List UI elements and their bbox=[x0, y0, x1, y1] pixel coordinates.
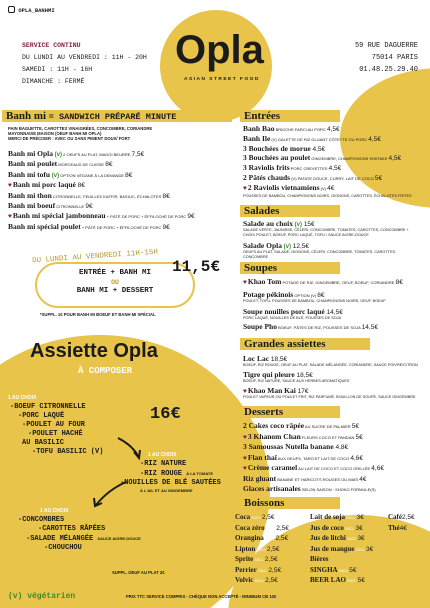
menu-item bbox=[243, 163, 341, 173]
drink-item bbox=[235, 524, 289, 533]
drink-name: Jus de mangue bbox=[310, 544, 355, 553]
drink-price: 3€ bbox=[365, 545, 374, 553]
item-desc: AU LAIT DE COCO ET COCO GRILLÉE bbox=[297, 466, 372, 471]
menu-item bbox=[243, 277, 403, 287]
logo-text: Opla bbox=[175, 28, 264, 72]
item-note: BOEUF, RIZ ROUGE, OEUF AU PLAT, SALADE MÉLANGÉE, CORIANDRE, SAUCE POIVRE/CITRON bbox=[243, 362, 418, 367]
drink-price: 2,5€ bbox=[402, 514, 415, 521]
item-price: 14,5€ bbox=[361, 324, 378, 331]
item-note: POULET, TOFU, POUSSES DE BAMBOU, CHAMPIGNONS NOIRS, OEUF, BOEUF bbox=[243, 298, 386, 303]
item-name: 2 Pâtés chauds bbox=[243, 173, 291, 182]
logo-subtitle: ASIAN STREET FOOD bbox=[184, 77, 260, 82]
drink-name: Thé bbox=[388, 523, 400, 532]
item-price: 8€ bbox=[75, 182, 85, 190]
item-name: Khao Tom bbox=[247, 277, 282, 286]
item-name: Banh mi poulet bbox=[8, 159, 58, 169]
drink-name: SINGHA bbox=[310, 565, 338, 574]
item-desc: PORC CREVETTES bbox=[289, 166, 329, 172]
item-desc: CITRONNELLE, FEUILLES KAFFIR, BASILIC, ÉCHALOTES bbox=[51, 193, 163, 199]
item-price: 5€ bbox=[355, 433, 363, 441]
boissons-section-title: Boissons bbox=[240, 497, 340, 509]
assiette-suppl: SUPPL. OEUF AU PLAT 2€ bbox=[112, 570, 165, 575]
drink-price: 3€ bbox=[355, 524, 363, 532]
item-desc: BANANE ET HARICOTS ROUGES OU MAÏS bbox=[276, 476, 360, 482]
item-name: Banh mi boeuf bbox=[8, 201, 56, 210]
drink-price: 3€ bbox=[357, 535, 365, 542]
drink-volume: 33CL bbox=[263, 536, 276, 541]
heart-icon: ♥ bbox=[243, 465, 247, 472]
drink-price: 2,5€ bbox=[268, 566, 282, 574]
item-desc: BRIOCHE FARCI AU PORC bbox=[274, 127, 327, 132]
item-price: 4,5€ bbox=[328, 165, 342, 173]
assiette-title: Assiette Opla bbox=[30, 340, 158, 362]
item-name: Banh mi porc laqué bbox=[12, 180, 76, 190]
menu-item bbox=[243, 124, 340, 134]
menu-item bbox=[8, 222, 170, 232]
drink-volume: 25CL bbox=[345, 515, 357, 520]
drink-name: Lait de soja bbox=[310, 513, 345, 521]
item-note: BOEUF, RIZ NATURE, SAUCE AUX HERBES AROMATIQUES bbox=[243, 378, 350, 383]
drink-item bbox=[235, 513, 274, 522]
veg-tag: (v) bbox=[53, 152, 63, 158]
drink-volume: 33CL bbox=[354, 546, 366, 552]
item-price: 4,5€ bbox=[326, 126, 340, 133]
item-note: PORC LAQUÉ, NOUILLES DE BLÉ, POUSSES DE SOJA bbox=[243, 315, 342, 320]
item-desc: FLEURS COCO ET PANDAN bbox=[300, 434, 356, 440]
drink-item bbox=[310, 555, 329, 564]
drink-item bbox=[388, 524, 407, 533]
menu-item bbox=[8, 180, 85, 190]
drink-volume: 33CL bbox=[337, 567, 350, 573]
menu-item bbox=[243, 474, 366, 484]
hours-line: DU LUNDI AU VENDREDI : 11H - 20H bbox=[22, 54, 147, 61]
item-price: 8€ bbox=[105, 161, 113, 169]
item-price: 9€ bbox=[85, 203, 93, 210]
drink-price: 5€ bbox=[349, 566, 357, 574]
drink-item bbox=[310, 524, 363, 533]
item-note: SALADE VERTE, JAUNISSE, CÉLERI, CONCOMBRE, TOMATES, CAROTTES, CONCOMBRE + CHOIX POULET, BOEUF, PORC LAQUÉ, TOFU / SAUCE AIGRE-DOUCE bbox=[243, 228, 409, 237]
formule-note: *SUPPL. 1€ POUR BANH MI BOEUF ET BANH MI SPÉCIAL bbox=[40, 312, 156, 317]
item-name: Potage pékinois bbox=[243, 290, 294, 299]
hours-line: DIMANCHE : FERMÉ bbox=[22, 78, 85, 85]
item-price: 12,5€ bbox=[290, 243, 310, 250]
item-name: Soupe nouilles porc laqué bbox=[243, 307, 325, 316]
address bbox=[340, 40, 418, 76]
drink-price: 4€ bbox=[399, 524, 407, 532]
drink-item bbox=[235, 576, 278, 585]
item-desc: AUX OEUFS, TARO ET LAIT DE COCO bbox=[276, 455, 351, 461]
instagram-icon bbox=[8, 6, 15, 13]
choice2-list: -RIZ NATURE -RIZ ROUGE À LA TOMATE -NOUILLES DE BLÉ SAUTÉES À L'AIL ET AU GINGEMBRE bbox=[120, 460, 221, 493]
menu-item bbox=[8, 201, 93, 211]
menu-item bbox=[8, 149, 144, 160]
drink-item bbox=[235, 555, 278, 564]
item-price: 4€ bbox=[327, 184, 335, 192]
drink-volume: 33CL bbox=[255, 546, 267, 552]
drink-price: 5€ bbox=[357, 577, 365, 584]
item-price: 4,8€ bbox=[333, 444, 349, 451]
heart-icon: ♥ bbox=[8, 182, 12, 190]
drink-name: Volvic bbox=[235, 576, 254, 584]
choice3-list: -CONCOMBRES -CAROTTES RÂPÉES -SALADE MÉLANGÉE SAUCE AIGRE-DOUCE -CHOUCHOU bbox=[18, 516, 141, 552]
banhmi-description: PAIN BAGUETTE, CAROTTES VINAIGRÉES, CONCOMBRE, CORIANDRE MAYONNAISE MAISON (OEUF BANH MI OPLA) MERCI DE PRÉCISER : AVEC OU SANS PIMENT DOUX/ FORT bbox=[8, 126, 153, 141]
item-price: 5€ bbox=[374, 175, 383, 182]
veg-tag: (v) bbox=[293, 222, 303, 228]
drink-name: Lipton bbox=[235, 544, 256, 553]
item-desc: 2 OEUFS AU PLAT, MAGGI BEURRE bbox=[62, 152, 132, 157]
item-name: 2 Raviolis vietnamiens bbox=[247, 182, 320, 192]
assiette-circle bbox=[0, 335, 270, 608]
menu-item bbox=[243, 442, 348, 452]
menu-item bbox=[8, 159, 112, 169]
item-name: Loc Lac bbox=[243, 354, 270, 363]
service-hours bbox=[22, 40, 147, 88]
menu-item bbox=[8, 211, 195, 221]
drink-item bbox=[235, 545, 280, 554]
drink-volume: 33CL bbox=[264, 525, 277, 531]
heart-icon: ♥ bbox=[243, 433, 247, 441]
item-desc: (V) bbox=[319, 185, 328, 191]
item-desc: AU SUCRE DE PALMIER bbox=[304, 424, 352, 429]
assiette-subtitle: À COMPOSER bbox=[78, 366, 133, 376]
item-name: Riz gluant bbox=[243, 473, 277, 483]
drink-item bbox=[310, 545, 373, 554]
item-price: 4€ bbox=[359, 475, 367, 483]
item-name: Banh Ile bbox=[243, 133, 271, 143]
item-name: Banh mi Opla bbox=[8, 149, 54, 158]
item-price: 8€ bbox=[317, 292, 325, 299]
formule-price: 11,5€ bbox=[172, 258, 221, 276]
heart-icon: ♥ bbox=[243, 388, 247, 395]
item-price: 9€ bbox=[162, 223, 170, 231]
soupes-section-title: Soupes bbox=[240, 262, 340, 274]
drink-price: 2,5€ bbox=[264, 556, 278, 563]
salades-section-title: Salades bbox=[240, 205, 340, 217]
menu-item bbox=[8, 170, 132, 181]
item-name: Banh mi spécial jambonneau bbox=[12, 211, 106, 221]
drink-volume: 33CL bbox=[256, 567, 269, 573]
item-desc: OPTION (V) bbox=[293, 293, 318, 298]
item-name: Banh mi thon bbox=[8, 190, 52, 200]
drink-name: BEER LAO bbox=[310, 576, 346, 584]
drink-name: Sprite bbox=[235, 555, 254, 563]
item-price: 18,5€ bbox=[269, 356, 288, 363]
item-price: 7,5€ bbox=[131, 151, 145, 158]
footer-note: PRIX TTC SERVICE COMPRIS - CHÈQUE NON ACCEPTÉ - MINIMUM CB 10€ bbox=[126, 594, 277, 599]
drink-name: Jus de litchi bbox=[310, 534, 346, 542]
drink-name: Coca bbox=[235, 513, 251, 521]
item-name: Crème caramel bbox=[247, 463, 298, 472]
drink-name: Bières bbox=[310, 555, 329, 563]
entrees-section-title: Entrées bbox=[240, 110, 340, 122]
service-title: SERVICE CONTINU bbox=[22, 42, 81, 49]
drink-volume: 50CL bbox=[253, 578, 266, 583]
menu-item bbox=[243, 153, 401, 163]
choice1-label: 1 AU CHOIX bbox=[8, 395, 37, 401]
drink-volume: 33CL bbox=[343, 525, 356, 531]
item-name: Tigre qui pleure bbox=[243, 370, 295, 379]
item-price: 4,6€ bbox=[350, 454, 363, 462]
drink-name: Café bbox=[388, 513, 402, 521]
item-price: 5€ bbox=[351, 423, 359, 430]
heart-icon: ♥ bbox=[243, 184, 247, 192]
drink-item bbox=[310, 534, 365, 543]
item-name: 3 Raviolis frits bbox=[243, 163, 290, 173]
heart-icon: ♥ bbox=[8, 213, 12, 221]
item-price: 4,6€ bbox=[371, 465, 384, 472]
menu-item bbox=[243, 183, 334, 193]
heart-icon: ♥ bbox=[243, 279, 247, 286]
item-name: Salade au choix bbox=[243, 219, 294, 228]
item-name: 3 Khanom Chan bbox=[247, 431, 301, 441]
item-desc: SELON SAISON · SHOKO FORMULE(S) bbox=[300, 487, 376, 492]
item-desc: + PÂTÉ DE PORC + ÉFFILOCHÉ DE PORC bbox=[80, 224, 163, 230]
veg-tag: (v) bbox=[281, 244, 291, 250]
formule-days: DU LUNDI AU VENDREDI 11H-15H bbox=[31, 248, 159, 266]
drink-item bbox=[310, 566, 357, 575]
choice3-label: 1 AU CHOIX bbox=[40, 508, 69, 514]
item-name: Khao Man Kai bbox=[247, 386, 296, 395]
item-name: Banh Bao bbox=[243, 124, 275, 133]
drink-item bbox=[235, 534, 288, 543]
formule-content: ENTRÉE + BANH MI OU BANH MI + DESSERT bbox=[76, 269, 154, 295]
drink-name: Coca zéro bbox=[235, 523, 265, 532]
menu-item bbox=[243, 173, 382, 183]
instagram-handle[interactable]: OPLA_BANHMI bbox=[8, 6, 55, 15]
desserts-section-title: Desserts bbox=[240, 406, 340, 418]
item-desc: POTAGE DE RIZ, GINGEMBRE, OEUF, BOEUF, CORIANDRE bbox=[281, 280, 396, 285]
drink-item bbox=[388, 513, 415, 522]
drink-price: 2,5€ bbox=[275, 535, 289, 542]
item-desc: + PÂTÉ DE PORC + ÉFFILOCHÉ DE PORC bbox=[105, 214, 188, 220]
item-price: 4,5€ bbox=[368, 135, 381, 143]
item-desc: BOEUF, PÂTES DE RIZ, POUSSES DE SOJA bbox=[276, 325, 362, 330]
item-name: 3 Bouchées au poulet bbox=[243, 153, 311, 163]
drink-name: Orangina bbox=[235, 534, 264, 542]
item-price: 14,5€ bbox=[324, 309, 343, 316]
item-name: Glaces artisanales bbox=[243, 484, 301, 493]
banhmi-section-title: Banh mi = SANDWICH PRÉPARÉ MINUTE bbox=[2, 110, 232, 122]
drink-price: 2,5€ bbox=[276, 524, 289, 532]
item-note: POULET VAPEUR OU POULET FRIT, RIZ PARFUMÉ, BOUILLON DE SOUPE, SAUCE GINGEMBRE bbox=[243, 394, 416, 399]
drink-volume: 33CL bbox=[345, 536, 358, 541]
drink-item bbox=[235, 566, 281, 575]
menu-item bbox=[243, 463, 384, 473]
item-price: 8€ bbox=[125, 171, 133, 179]
menu-item bbox=[243, 322, 378, 332]
menu-item bbox=[243, 134, 381, 144]
menu-item bbox=[243, 432, 363, 442]
item-desc: OPTION VÉGANE À LA DEMANDE bbox=[59, 172, 126, 178]
menu-item bbox=[8, 191, 170, 201]
address-line: 75014 PARIS bbox=[371, 54, 418, 62]
item-name: Banh mi tofu bbox=[8, 169, 51, 179]
menu-item bbox=[243, 453, 363, 463]
heart-icon: ♥ bbox=[243, 454, 247, 462]
item-name: Banh mi spécial poulet bbox=[8, 221, 81, 231]
drink-volume: 33CL bbox=[345, 578, 358, 583]
item-price: 18,5€ bbox=[294, 372, 313, 379]
item-price: 4,5€ bbox=[388, 155, 402, 163]
menu-item bbox=[243, 421, 359, 431]
entrees-note: POUSSES DE BAMBOU, CHAMPIGNONS NOIRS, OIGNONS, CAROTTES, ÉCHALOTES FRITES bbox=[243, 194, 412, 198]
item-name: 3 Samoussas Nutella banane bbox=[243, 442, 334, 451]
item-name: 2 Cakes coco râpée bbox=[243, 421, 305, 430]
drink-volume: 33CL bbox=[253, 557, 265, 562]
item-price: 8€ bbox=[162, 192, 170, 200]
drink-item bbox=[310, 513, 364, 522]
choice1-list: -BOEUF CITRONNELLE -PORC LAQUÉ -POULET AU FOUR -POULET HACHÉ AU BASILIC -TOFU BASILIC (V) bbox=[10, 403, 104, 456]
item-name: 3 Bouchées de morue bbox=[243, 143, 311, 153]
item-desc: GINGEMBRE, CHAMPIGNONS SHIITAKE bbox=[310, 156, 389, 162]
drink-name: Jus de coco bbox=[310, 523, 344, 532]
drink-name: Perrier bbox=[235, 565, 257, 574]
item-price: 9€ bbox=[187, 213, 195, 221]
address-line: 59 RUE DAGUERRE bbox=[354, 42, 418, 50]
phone[interactable]: 01.48.25.29.40 bbox=[359, 66, 418, 74]
choice2-label: 1 AU CHOIX bbox=[148, 452, 177, 458]
item-price: 8€ bbox=[395, 279, 403, 286]
drink-price: 2,5€ bbox=[261, 514, 275, 521]
grandes-section-title: Grandes assiettes bbox=[240, 338, 370, 350]
veg-legend: (v) végétarien bbox=[8, 592, 76, 601]
veg-tag: (v) bbox=[50, 172, 60, 179]
hours-line: SAMEDI : 11H - 16H bbox=[22, 66, 93, 73]
item-note: OEUFS AU PLAT, SALADE, OIGNONS, CÉLERI, CONCOMBRE, TOMATES, CAROTTES, CONCOMBRE bbox=[243, 250, 397, 259]
menu-item bbox=[243, 484, 376, 494]
item-desc: (V) PATATE DOUCE, CURRY, LAIT DE COCO bbox=[290, 176, 375, 181]
item-name: Soupe Pho bbox=[243, 322, 277, 331]
menu-item bbox=[243, 144, 325, 154]
item-name: Flan thaï bbox=[247, 452, 277, 462]
drink-item bbox=[310, 576, 365, 585]
item-desc: MORCEAUX DE CUISSE bbox=[57, 162, 106, 168]
item-price: 17€ bbox=[295, 388, 309, 395]
drink-volume: 33CL bbox=[250, 515, 262, 520]
drink-price: 2,5€ bbox=[265, 577, 278, 584]
item-price: 4,5€ bbox=[310, 145, 326, 153]
item-price: 15€ bbox=[302, 221, 315, 228]
assiette-price: 16€ bbox=[150, 405, 181, 424]
item-desc: CITRONNELLE bbox=[55, 204, 86, 209]
item-name: Salade Opla bbox=[243, 241, 282, 250]
drink-price: 3€ bbox=[356, 514, 364, 521]
item-desc: (V) GALETTE DE RIZ GLUANT CÔTETTE OU PORC bbox=[270, 136, 369, 142]
drink-price: 2,5€ bbox=[266, 545, 280, 553]
